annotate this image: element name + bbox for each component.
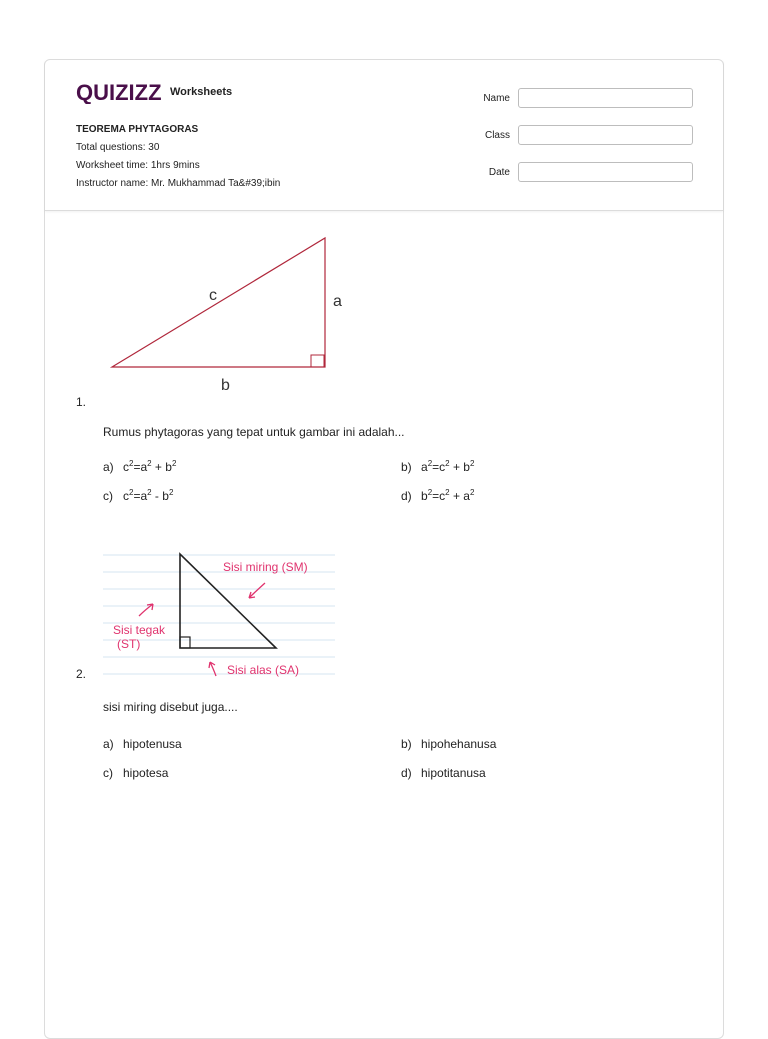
right-angle-marker — [180, 637, 190, 648]
question-text: sisi miring disebut juga.... — [103, 700, 238, 714]
student-fields — [483, 87, 693, 198]
label-base: Sisi alas (SA) — [227, 663, 300, 677]
question-number: 2. — [76, 667, 87, 681]
question-2 — [76, 550, 696, 810]
arrow-hypotenuse — [249, 583, 265, 598]
label-c: c — [209, 287, 217, 304]
svg-text:QUIZIZZ: QUIZIZZ — [76, 82, 162, 104]
label-vertical-1: Sisi tegak — [113, 623, 166, 637]
option-c[interactable]: c) $c^2=a^2 - b^2$ — [103, 488, 174, 503]
right-angle-marker — [311, 355, 324, 367]
label-vertical-2: (ST) — [117, 637, 141, 651]
right-triangle-figure — [106, 230, 356, 400]
quizizz-logo — [76, 82, 164, 104]
question-number: 1. — [76, 395, 87, 409]
question-1 — [76, 230, 696, 510]
worksheet-header — [45, 60, 723, 211]
label-a: a — [333, 293, 342, 310]
worksheet-meta — [76, 121, 280, 193]
triangle-shape — [112, 238, 325, 367]
label-hypotenuse: Sisi miring (SM) — [223, 560, 308, 574]
brand-sub-label: Worksheets — [170, 86, 233, 98]
option-c[interactable]: c) hipotesa — [103, 766, 169, 780]
class-label: Class — [484, 129, 510, 141]
instructor-name: Instructor name: Mr. Mukhammad Ta&#39;ibin — [76, 178, 281, 189]
date-row — [483, 161, 693, 183]
option-d[interactable]: d) hipotitanusa — [401, 766, 486, 780]
option-b[interactable]: b) hipohehanusa — [401, 737, 497, 751]
labeled-triangle-figure — [103, 550, 335, 680]
date-field[interactable] — [518, 162, 693, 182]
worksheet-card — [44, 59, 724, 1039]
name-row — [483, 87, 693, 109]
worksheet-time: Worksheet time: 1hrs 9mins — [76, 160, 200, 171]
name-field[interactable] — [518, 88, 693, 108]
class-field[interactable] — [518, 125, 693, 145]
class-row — [483, 124, 693, 146]
option-a[interactable]: a) $c^2=a^2 + b^2$ — [103, 459, 177, 474]
option-a[interactable]: a) hipotenusa — [103, 737, 182, 751]
brand — [76, 82, 232, 104]
question-text: Rumus phytagoras yang tepat untuk gambar ini adalah... — [103, 425, 405, 439]
worksheet-title: TEOREMA PHYTAGORAS — [76, 124, 199, 135]
total-questions: Total questions: 30 — [76, 142, 160, 153]
option-b[interactable]: b) $a^2=c^2 + b^2$ — [401, 459, 475, 474]
label-b: b — [221, 377, 230, 394]
date-label: Date — [488, 166, 510, 178]
name-label: Name — [483, 92, 510, 104]
option-d[interactable]: d) $b^2=c^2 + a^2$ — [401, 488, 475, 503]
